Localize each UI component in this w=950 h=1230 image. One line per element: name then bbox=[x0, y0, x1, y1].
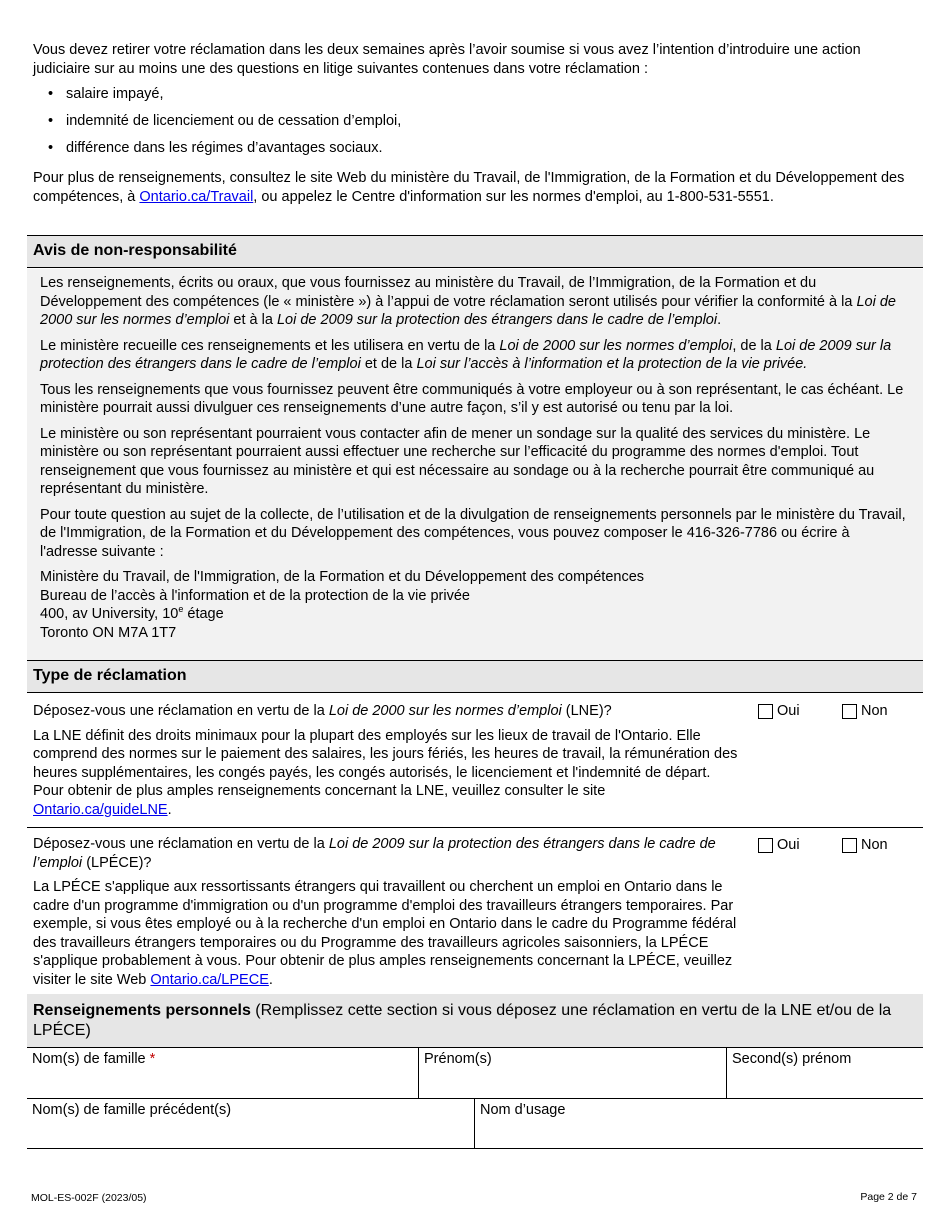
epfna-no-checkbox[interactable]: Non bbox=[842, 836, 888, 855]
usage-name-label: Nom d’usage bbox=[480, 1102, 566, 1118]
address-line: Bureau de l’accès à l'information et de la protection de la vie privée bbox=[40, 587, 470, 604]
checkbox-box[interactable] bbox=[758, 704, 773, 719]
middle-name-field[interactable] bbox=[727, 1047, 923, 1099]
epfna-question-row bbox=[27, 828, 923, 994]
list-item: • salaire impayé, bbox=[48, 86, 164, 102]
address-line: Ministère du Travail, de l'Immigration, de la Formation et du Développement des compétences bbox=[40, 569, 645, 585]
mailing-address bbox=[40, 568, 910, 642]
last-name-label: Nom(s) de famille bbox=[32, 1051, 146, 1067]
disclaimer-paragraph: Tous les renseignements que vous fournissez peuvent être communiqués à votre employeur ou à son représentant, le cas échéant. Le ministère pourrait aussi divulguer ces renseignements d’une autre façon, s’il y est autorisé ou tenu par la loi. bbox=[40, 381, 904, 416]
first-name-label: Prénom(s) bbox=[424, 1051, 492, 1067]
epfna-question bbox=[33, 835, 745, 989]
epfna-yes-checkbox[interactable]: Oui bbox=[758, 836, 800, 855]
disclaimer-box bbox=[27, 269, 923, 660]
address-line: Toronto ON M7A 1T7 bbox=[40, 624, 177, 641]
usage-name-field[interactable] bbox=[475, 1098, 923, 1149]
previous-last-name-field[interactable] bbox=[27, 1098, 475, 1149]
middle-name-label: Second(s) prénom bbox=[732, 1051, 852, 1067]
issue-list bbox=[33, 85, 913, 166]
esa-no-checkbox[interactable]: Non bbox=[842, 702, 888, 721]
epfna-description: La LPÉCE s'applique aux ressortissants étrangers qui travaillent ou cherchent un emploi en Ontario dans le cadre d'un programme d'immigration ou d'un programme d'emploi des travailleurs étrangers temporaires. Par exemple, si vous êtes employé ou à la recherche d'un emploi en Ontario dans le cadre du Programme fédéral des travailleurs étrangers temporaires ou du Programme des travailleurs agricoles saisonniers, la LPÉCE s'applique probablement à vous. Pour obtenir de plus amples renseignements concernant la LPÉCE, veuillez visiter le site Web Ontario.ca/LPECE. bbox=[33, 879, 737, 988]
esa-description: La LNE définit des droits minimaux pour la plupart des employés sur les lieux de travail de l'Ontario. Elle comprend des normes sur le paiement des salaires, les jours fériés, les heures de travail, la rémunération des heures supplémentaires, les congés payés, les congés autorisés, le licenciement et l'indemnité de départ. Pour obtenir de plus amples renseignements concernant la LNE, veuillez consulter le site Ontario.ca/guideLNE. bbox=[33, 727, 738, 818]
checkbox-box[interactable] bbox=[758, 838, 773, 853]
list-item: • différence dans les régimes d’avantages sociaux. bbox=[48, 140, 383, 156]
intro-section bbox=[33, 41, 913, 206]
guide-lne-link[interactable]: Ontario.ca/guideLNE bbox=[33, 801, 168, 818]
disclaimer-paragraph: Le ministère recueille ces renseignements et les utilisera en vertu de la Loi de 2000 sur les normes d’emploi, de la Loi de 2009 sur la protection des étrangers dans le cadre de l’emploi et de la Loi sur l’accès à l’information et la protection de la vie privée. bbox=[40, 337, 892, 372]
ontario-travail-link[interactable]: Ontario.ca/Travail bbox=[139, 188, 254, 205]
required-marker: * bbox=[149, 1051, 156, 1067]
intro-paragraph: Vous devez retirer votre réclamation dans les deux semaines après l’avoir soumise si vous avez l’intention d’introduire une action judiciaire sur au moins une des questions en litige suivantes contenues dans votre réclamation : bbox=[33, 42, 861, 77]
form-id: MOL-ES-002F (2023/05) bbox=[31, 1192, 147, 1204]
epfna-question-label: Déposez-vous une réclamation en vertu de la Loi de 2009 sur la protection des étrangers dans le cadre de l’emploi (LPÉCE)? bbox=[33, 836, 716, 871]
personal-info-heading: Renseignements personnels (Remplissez cette section si vous déposez une réclamation en vertu de la LNE et/ou de la LPÉCE) bbox=[27, 994, 923, 1048]
lpece-link[interactable]: Ontario.ca/LPECE bbox=[150, 971, 269, 988]
disclaimer-heading: Avis de non-responsabilité bbox=[27, 235, 923, 268]
list-item: • indemnité de licenciement ou de cessation d’emploi, bbox=[48, 113, 402, 129]
esa-question bbox=[33, 702, 745, 819]
more-info-paragraph: Pour plus de renseignements, consultez le site Web du ministère du Travail, de l'Immigration, de la Formation et du Développement des compétences, à Ontario.ca/Travail, ou appelez le Centre d'information sur les normes d'emploi, au 1-800-531-5551. bbox=[33, 170, 905, 205]
claim-type-heading: Type de réclamation bbox=[27, 660, 923, 693]
page-number: Page 2 de 7 bbox=[860, 1191, 917, 1203]
disclaimer-paragraph: Le ministère ou son représentant pourraient vous contacter afin de mener un sondage sur la qualité des services du ministère. Le ministère ou son représentant pourraient aussi effectuer une recherche sur l’efficacité du programme des normes d'emploi. Tout renseignement que vous fournissez au ministère et qui est nécessaire au sondage ou à la recherche pourrait être communiqué au représentant du ministère. bbox=[40, 425, 875, 497]
disclaimer-paragraph: Les renseignements, écrits ou oraux, que vous fournissez au ministère du Travail, de l’Immigration, de la Formation et du Développement des compétences (le « ministère ») à l’appui de votre réclamation seront utilisés pour vérifier la conformité à la Loi de 2000 sur les normes d’emploi et à la Loi de 2009 sur la protection des étrangers dans le cadre de l’emploi. bbox=[40, 275, 896, 328]
esa-yes-checkbox[interactable]: Oui bbox=[758, 702, 800, 721]
last-name-field[interactable] bbox=[27, 1047, 419, 1099]
checkbox-box[interactable] bbox=[842, 704, 857, 719]
disclaimer-paragraph: Pour toute question au sujet de la collecte, de l’utilisation et de la divulgation de renseignements personnels par le ministère du Travail, de l'Immigration, de la Formation et du Développement des compétences, vous pouvez composer le 416-326-7786 ou écrire à l'adresse suivante : bbox=[40, 506, 906, 560]
address-line: 400, av University, 10e étage bbox=[40, 604, 224, 622]
checkbox-box[interactable] bbox=[842, 838, 857, 853]
esa-question-label: Déposez-vous une réclamation en vertu de la Loi de 2000 sur les normes d’emploi (LNE)? bbox=[33, 703, 612, 719]
esa-question-row bbox=[27, 694, 923, 828]
first-name-field[interactable] bbox=[419, 1047, 727, 1099]
previous-last-name-label: Nom(s) de famille précédent(s) bbox=[32, 1102, 232, 1118]
